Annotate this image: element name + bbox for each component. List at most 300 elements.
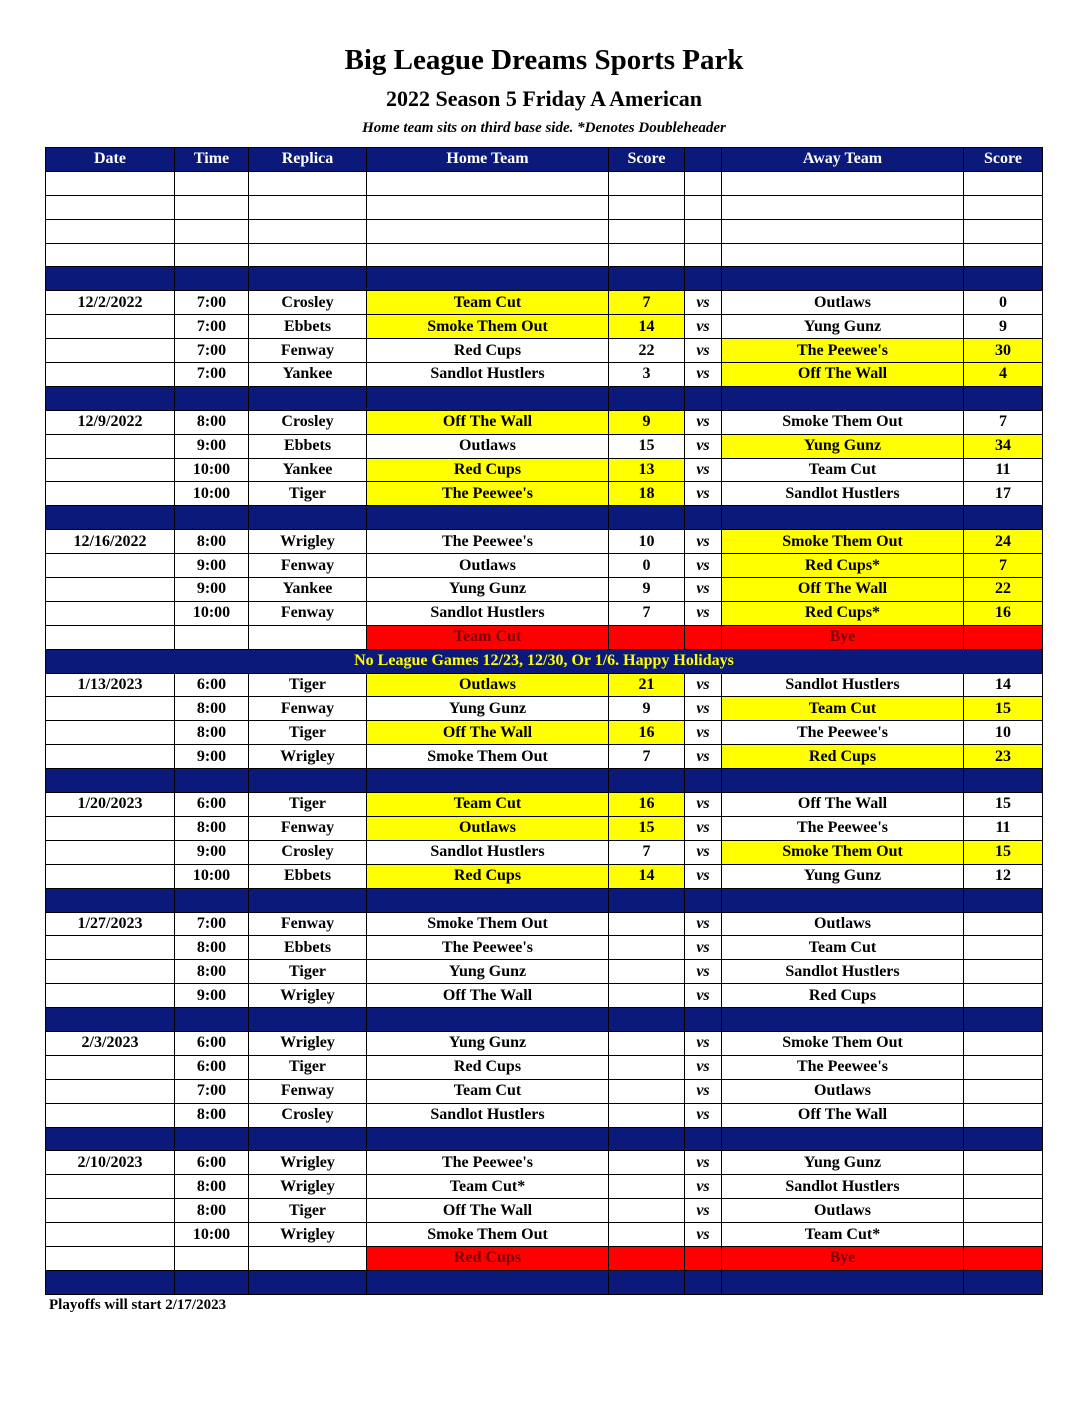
away-score-cell: 15 bbox=[964, 697, 1043, 721]
vs-cell bbox=[685, 386, 722, 410]
vs-cell: vs bbox=[685, 530, 722, 554]
date-cell: 2/10/2023 bbox=[46, 1151, 175, 1175]
away-team-cell: Team Cut bbox=[722, 697, 964, 721]
away-team-cell: The Peewee's bbox=[722, 721, 964, 745]
home-team-cell bbox=[367, 195, 609, 219]
away-score-cell bbox=[964, 936, 1043, 960]
time-cell: 7:00 bbox=[175, 912, 249, 936]
away-score-cell bbox=[964, 1008, 1043, 1032]
away-score-cell: 4 bbox=[964, 363, 1043, 387]
away-team-cell bbox=[722, 386, 964, 410]
date-cell bbox=[46, 888, 175, 912]
time-cell: 8:00 bbox=[175, 936, 249, 960]
time-cell: 9:00 bbox=[175, 745, 249, 769]
home-team-cell bbox=[367, 386, 609, 410]
game-row bbox=[46, 1031, 1043, 1055]
date-cell bbox=[46, 721, 175, 745]
replica-cell: Ebbets bbox=[249, 864, 367, 888]
header-date: Date bbox=[46, 148, 175, 172]
home-score-cell: 7 bbox=[609, 745, 685, 769]
away-team-cell: Outlaws bbox=[722, 1199, 964, 1223]
replica-cell bbox=[249, 1270, 367, 1294]
replica-cell: Tiger bbox=[249, 673, 367, 697]
time-cell: 8:00 bbox=[175, 1199, 249, 1223]
vs-cell: vs bbox=[685, 960, 722, 984]
away-team-cell: Red Cups* bbox=[722, 601, 964, 625]
home-score-cell: 7 bbox=[609, 291, 685, 315]
vs-cell bbox=[685, 769, 722, 793]
header-home-team: Home Team bbox=[367, 148, 609, 172]
away-team-cell bbox=[722, 769, 964, 793]
home-team-cell: The Peewee's bbox=[367, 936, 609, 960]
time-cell: 8:00 bbox=[175, 697, 249, 721]
vs-cell: vs bbox=[685, 984, 722, 1008]
game-row bbox=[46, 1079, 1043, 1103]
replica-cell: Tiger bbox=[249, 721, 367, 745]
replica-cell: Wrigley bbox=[249, 1175, 367, 1199]
home-score-cell bbox=[609, 1199, 685, 1223]
home-score-cell: 9 bbox=[609, 697, 685, 721]
away-score-cell: 22 bbox=[964, 578, 1043, 602]
home-score-cell bbox=[609, 1270, 685, 1294]
home-team-cell: Yung Gunz bbox=[367, 697, 609, 721]
home-score-cell: 14 bbox=[609, 315, 685, 339]
home-score-cell bbox=[609, 1127, 685, 1151]
away-score-cell: 9 bbox=[964, 315, 1043, 339]
game-row bbox=[46, 1199, 1043, 1223]
vs-cell bbox=[685, 888, 722, 912]
game-row bbox=[46, 363, 1043, 387]
vs-cell bbox=[685, 243, 722, 267]
home-score-cell: 10 bbox=[609, 530, 685, 554]
home-team-cell bbox=[367, 243, 609, 267]
time-cell: 8:00 bbox=[175, 816, 249, 840]
away-score-cell bbox=[964, 1175, 1043, 1199]
home-team-cell: Smoke Them Out bbox=[367, 745, 609, 769]
away-score-cell: 15 bbox=[964, 793, 1043, 817]
date-cell bbox=[46, 578, 175, 602]
vs-cell bbox=[685, 1127, 722, 1151]
game-row bbox=[46, 936, 1043, 960]
vs-cell: vs bbox=[685, 1031, 722, 1055]
date-cell bbox=[46, 1008, 175, 1032]
away-team-cell bbox=[722, 506, 964, 530]
vs-cell bbox=[685, 625, 722, 649]
vs-cell bbox=[685, 1270, 722, 1294]
away-team-cell: Team Cut bbox=[722, 458, 964, 482]
home-score-cell bbox=[609, 267, 685, 291]
replica-cell: Fenway bbox=[249, 816, 367, 840]
home-team-cell: Outlaws bbox=[367, 673, 609, 697]
vs-cell: vs bbox=[685, 458, 722, 482]
away-team-cell bbox=[722, 219, 964, 243]
game-row bbox=[46, 673, 1043, 697]
home-team-cell bbox=[367, 1127, 609, 1151]
game-row bbox=[46, 745, 1043, 769]
vs-cell bbox=[685, 1246, 722, 1270]
replica-cell: Ebbets bbox=[249, 434, 367, 458]
time-cell bbox=[175, 243, 249, 267]
away-team-cell bbox=[722, 1008, 964, 1032]
replica-cell: Crosley bbox=[249, 291, 367, 315]
vs-cell: vs bbox=[685, 339, 722, 363]
away-team-cell: Yung Gunz bbox=[722, 1151, 964, 1175]
time-cell bbox=[175, 171, 249, 195]
page-subtitle: 2022 Season 5 Friday A American bbox=[386, 86, 702, 111]
replica-cell bbox=[249, 1008, 367, 1032]
away-team-cell: Yung Gunz bbox=[722, 864, 964, 888]
separator-row bbox=[46, 769, 1043, 793]
home-team-cell: Off The Wall bbox=[367, 721, 609, 745]
away-team-cell: Off The Wall bbox=[722, 793, 964, 817]
vs-cell: vs bbox=[685, 1199, 722, 1223]
home-team-cell bbox=[367, 888, 609, 912]
replica-cell: Fenway bbox=[249, 912, 367, 936]
separator-row bbox=[46, 267, 1043, 291]
separator-row bbox=[46, 888, 1043, 912]
time-cell: 7:00 bbox=[175, 363, 249, 387]
time-cell: 7:00 bbox=[175, 339, 249, 363]
home-team-cell: Red Cups bbox=[367, 1246, 609, 1270]
time-cell: 8:00 bbox=[175, 1103, 249, 1127]
home-team-cell: Smoke Them Out bbox=[367, 912, 609, 936]
away-team-cell bbox=[722, 1270, 964, 1294]
away-score-cell bbox=[964, 1223, 1043, 1247]
away-team-cell: Off The Wall bbox=[722, 578, 964, 602]
date-cell bbox=[46, 1223, 175, 1247]
replica-cell bbox=[249, 625, 367, 649]
vs-cell bbox=[685, 267, 722, 291]
date-cell bbox=[46, 458, 175, 482]
home-team-cell: Outlaws bbox=[367, 816, 609, 840]
away-team-cell: Outlaws bbox=[722, 912, 964, 936]
footer-note: Playoffs will start 2/17/2023 bbox=[49, 1297, 227, 1313]
date-cell bbox=[46, 936, 175, 960]
away-score-cell: 34 bbox=[964, 434, 1043, 458]
replica-cell bbox=[249, 1127, 367, 1151]
time-cell: 10:00 bbox=[175, 864, 249, 888]
home-team-cell: Sandlot Hustlers bbox=[367, 601, 609, 625]
date-cell bbox=[46, 315, 175, 339]
home-score-cell: 16 bbox=[609, 721, 685, 745]
game-row bbox=[46, 697, 1043, 721]
time-cell bbox=[175, 386, 249, 410]
home-score-cell bbox=[609, 386, 685, 410]
time-cell bbox=[175, 267, 249, 291]
game-row bbox=[46, 1103, 1043, 1127]
away-team-cell: Outlaws bbox=[722, 291, 964, 315]
replica-cell: Fenway bbox=[249, 554, 367, 578]
game-row bbox=[46, 458, 1043, 482]
vs-cell: vs bbox=[685, 864, 722, 888]
home-score-cell: 16 bbox=[609, 793, 685, 817]
home-score-cell bbox=[609, 506, 685, 530]
vs-cell: vs bbox=[685, 291, 722, 315]
away-score-cell: 0 bbox=[964, 291, 1043, 315]
date-cell bbox=[46, 1246, 175, 1270]
time-cell: 9:00 bbox=[175, 554, 249, 578]
home-score-cell: 15 bbox=[609, 816, 685, 840]
home-score-cell bbox=[609, 219, 685, 243]
home-team-cell: Red Cups bbox=[367, 1055, 609, 1079]
time-cell: 6:00 bbox=[175, 673, 249, 697]
home-score-cell bbox=[609, 984, 685, 1008]
vs-cell: vs bbox=[685, 840, 722, 864]
home-team-cell: Yung Gunz bbox=[367, 578, 609, 602]
blank-row bbox=[46, 195, 1043, 219]
home-score-cell: 18 bbox=[609, 482, 685, 506]
home-score-cell: 13 bbox=[609, 458, 685, 482]
home-team-cell: Outlaws bbox=[367, 554, 609, 578]
away-team-cell: Off The Wall bbox=[722, 1103, 964, 1127]
replica-cell: Crosley bbox=[249, 840, 367, 864]
time-cell: 9:00 bbox=[175, 840, 249, 864]
time-cell: 8:00 bbox=[175, 530, 249, 554]
bye-row bbox=[46, 625, 1043, 649]
time-cell: 7:00 bbox=[175, 1079, 249, 1103]
game-row bbox=[46, 1175, 1043, 1199]
away-score-cell: 15 bbox=[964, 840, 1043, 864]
game-row bbox=[46, 554, 1043, 578]
blank-row bbox=[46, 243, 1043, 267]
home-score-cell bbox=[609, 195, 685, 219]
away-team-cell: Smoke Them Out bbox=[722, 530, 964, 554]
home-team-cell: Red Cups bbox=[367, 864, 609, 888]
home-team-cell: The Peewee's bbox=[367, 1151, 609, 1175]
away-score-cell bbox=[964, 769, 1043, 793]
home-score-cell: 3 bbox=[609, 363, 685, 387]
away-score-cell bbox=[964, 171, 1043, 195]
away-team-cell bbox=[722, 243, 964, 267]
vs-cell: vs bbox=[685, 793, 722, 817]
away-score-cell bbox=[964, 1031, 1043, 1055]
away-score-cell bbox=[964, 888, 1043, 912]
game-row bbox=[46, 864, 1043, 888]
game-row bbox=[46, 601, 1043, 625]
home-team-cell: Smoke Them Out bbox=[367, 1223, 609, 1247]
game-row bbox=[46, 960, 1043, 984]
home-score-cell: 7 bbox=[609, 601, 685, 625]
game-row bbox=[46, 530, 1043, 554]
home-score-cell bbox=[609, 1008, 685, 1032]
vs-cell: vs bbox=[685, 1079, 722, 1103]
separator-row bbox=[46, 506, 1043, 530]
home-score-cell: 21 bbox=[609, 673, 685, 697]
away-team-cell bbox=[722, 171, 964, 195]
away-score-cell bbox=[964, 912, 1043, 936]
time-cell bbox=[175, 195, 249, 219]
vs-cell: vs bbox=[685, 1223, 722, 1247]
date-cell bbox=[46, 363, 175, 387]
time-cell: 10:00 bbox=[175, 482, 249, 506]
replica-cell bbox=[249, 267, 367, 291]
away-score-cell bbox=[964, 1103, 1043, 1127]
home-team-cell bbox=[367, 219, 609, 243]
replica-cell bbox=[249, 386, 367, 410]
home-score-cell bbox=[609, 1151, 685, 1175]
date-cell: 12/16/2022 bbox=[46, 530, 175, 554]
page-title: Big League Dreams Sports Park bbox=[344, 44, 744, 76]
away-team-cell: Bye bbox=[722, 1246, 964, 1270]
home-score-cell bbox=[609, 171, 685, 195]
time-cell: 8:00 bbox=[175, 1175, 249, 1199]
away-team-cell bbox=[722, 888, 964, 912]
away-score-cell bbox=[964, 625, 1043, 649]
date-cell bbox=[46, 339, 175, 363]
date-cell: 2/3/2023 bbox=[46, 1031, 175, 1055]
home-score-cell: 9 bbox=[609, 410, 685, 434]
away-score-cell: 14 bbox=[964, 673, 1043, 697]
home-team-cell: Off The Wall bbox=[367, 410, 609, 434]
time-cell bbox=[175, 219, 249, 243]
vs-cell: vs bbox=[685, 745, 722, 769]
away-score-cell bbox=[964, 267, 1043, 291]
home-score-cell bbox=[609, 1031, 685, 1055]
home-team-cell bbox=[367, 506, 609, 530]
replica-cell: Tiger bbox=[249, 1199, 367, 1223]
away-team-cell: Red Cups bbox=[722, 745, 964, 769]
header-time: Time bbox=[175, 148, 249, 172]
away-team-cell: Off The Wall bbox=[722, 363, 964, 387]
replica-cell bbox=[249, 171, 367, 195]
home-team-cell: Yung Gunz bbox=[367, 1031, 609, 1055]
home-score-cell bbox=[609, 625, 685, 649]
game-row bbox=[46, 434, 1043, 458]
replica-cell: Crosley bbox=[249, 410, 367, 434]
game-row bbox=[46, 1223, 1043, 1247]
away-team-cell: Sandlot Hustlers bbox=[722, 673, 964, 697]
away-score-cell bbox=[964, 1079, 1043, 1103]
date-cell bbox=[46, 267, 175, 291]
home-score-cell bbox=[609, 936, 685, 960]
vs-cell: vs bbox=[685, 410, 722, 434]
home-team-cell bbox=[367, 171, 609, 195]
replica-cell: Wrigley bbox=[249, 530, 367, 554]
game-row bbox=[46, 578, 1043, 602]
away-team-cell: Smoke Them Out bbox=[722, 1031, 964, 1055]
replica-cell bbox=[249, 506, 367, 530]
time-cell: 10:00 bbox=[175, 458, 249, 482]
replica-cell: Fenway bbox=[249, 697, 367, 721]
date-cell bbox=[46, 1103, 175, 1127]
vs-cell: vs bbox=[685, 578, 722, 602]
vs-cell: vs bbox=[685, 1175, 722, 1199]
home-team-cell: The Peewee's bbox=[367, 482, 609, 506]
away-team-cell: Team Cut* bbox=[722, 1223, 964, 1247]
page-note: Home team sits on third base side. *Denotes Doubleheader bbox=[362, 120, 726, 136]
away-score-cell bbox=[964, 1055, 1043, 1079]
away-team-cell: Smoke Them Out bbox=[722, 840, 964, 864]
away-score-cell bbox=[964, 195, 1043, 219]
date-cell: 1/20/2023 bbox=[46, 793, 175, 817]
time-cell: 6:00 bbox=[175, 1031, 249, 1055]
home-team-cell bbox=[367, 1270, 609, 1294]
vs-cell: vs bbox=[685, 816, 722, 840]
vs-cell: vs bbox=[685, 1151, 722, 1175]
vs-cell: vs bbox=[685, 434, 722, 458]
away-score-cell bbox=[964, 386, 1043, 410]
game-row bbox=[46, 793, 1043, 817]
vs-cell: vs bbox=[685, 554, 722, 578]
time-cell: 9:00 bbox=[175, 434, 249, 458]
vs-cell: vs bbox=[685, 482, 722, 506]
notice-row bbox=[46, 649, 1043, 673]
replica-cell bbox=[249, 1246, 367, 1270]
away-team-cell: Bye bbox=[722, 625, 964, 649]
date-cell bbox=[46, 601, 175, 625]
game-row bbox=[46, 1055, 1043, 1079]
home-team-cell: Team Cut bbox=[367, 1079, 609, 1103]
replica-cell: Wrigley bbox=[249, 1223, 367, 1247]
separator-row bbox=[46, 1008, 1043, 1032]
away-score-cell: 11 bbox=[964, 816, 1043, 840]
separator-row bbox=[46, 1127, 1043, 1151]
date-cell: 12/9/2022 bbox=[46, 410, 175, 434]
replica-cell: Tiger bbox=[249, 1055, 367, 1079]
time-cell: 8:00 bbox=[175, 721, 249, 745]
home-score-cell bbox=[609, 769, 685, 793]
header-home-score: Score bbox=[609, 148, 685, 172]
home-team-cell: Team Cut bbox=[367, 291, 609, 315]
home-score-cell bbox=[609, 1079, 685, 1103]
away-team-cell: The Peewee's bbox=[722, 1055, 964, 1079]
away-score-cell: 11 bbox=[964, 458, 1043, 482]
replica-cell: Wrigley bbox=[249, 1151, 367, 1175]
time-cell: 8:00 bbox=[175, 960, 249, 984]
away-team-cell: Sandlot Hustlers bbox=[722, 482, 964, 506]
notice-text: No League Games 12/23, 12/30, Or 1/6. Happy Holidays bbox=[46, 649, 1043, 673]
away-score-cell bbox=[964, 1246, 1043, 1270]
date-cell bbox=[46, 697, 175, 721]
away-score-cell bbox=[964, 960, 1043, 984]
home-team-cell: Smoke Them Out bbox=[367, 315, 609, 339]
replica-cell: Yankee bbox=[249, 363, 367, 387]
date-cell bbox=[46, 386, 175, 410]
date-cell: 1/27/2023 bbox=[46, 912, 175, 936]
schedule-table bbox=[45, 147, 1043, 1295]
vs-cell: vs bbox=[685, 601, 722, 625]
home-score-cell bbox=[609, 1175, 685, 1199]
home-team-cell: Sandlot Hustlers bbox=[367, 363, 609, 387]
blank-row bbox=[46, 171, 1043, 195]
home-score-cell: 14 bbox=[609, 864, 685, 888]
replica-cell bbox=[249, 219, 367, 243]
replica-cell: Tiger bbox=[249, 482, 367, 506]
replica-cell: Tiger bbox=[249, 960, 367, 984]
header-replica: Replica bbox=[249, 148, 367, 172]
vs-cell: vs bbox=[685, 697, 722, 721]
replica-cell bbox=[249, 195, 367, 219]
home-team-cell: Sandlot Hustlers bbox=[367, 840, 609, 864]
away-score-cell bbox=[964, 1199, 1043, 1223]
away-team-cell: Yung Gunz bbox=[722, 315, 964, 339]
away-score-cell bbox=[964, 1151, 1043, 1175]
home-team-cell: Team Cut bbox=[367, 793, 609, 817]
home-score-cell bbox=[609, 243, 685, 267]
replica-cell: Fenway bbox=[249, 339, 367, 363]
away-team-cell bbox=[722, 1127, 964, 1151]
date-cell bbox=[46, 745, 175, 769]
away-team-cell: Team Cut bbox=[722, 936, 964, 960]
date-cell bbox=[46, 506, 175, 530]
home-team-cell: Off The Wall bbox=[367, 984, 609, 1008]
away-score-cell: 7 bbox=[964, 410, 1043, 434]
away-team-cell: Red Cups bbox=[722, 984, 964, 1008]
away-score-cell: 12 bbox=[964, 864, 1043, 888]
away-team-cell bbox=[722, 267, 964, 291]
game-row bbox=[46, 912, 1043, 936]
home-team-cell: The Peewee's bbox=[367, 530, 609, 554]
